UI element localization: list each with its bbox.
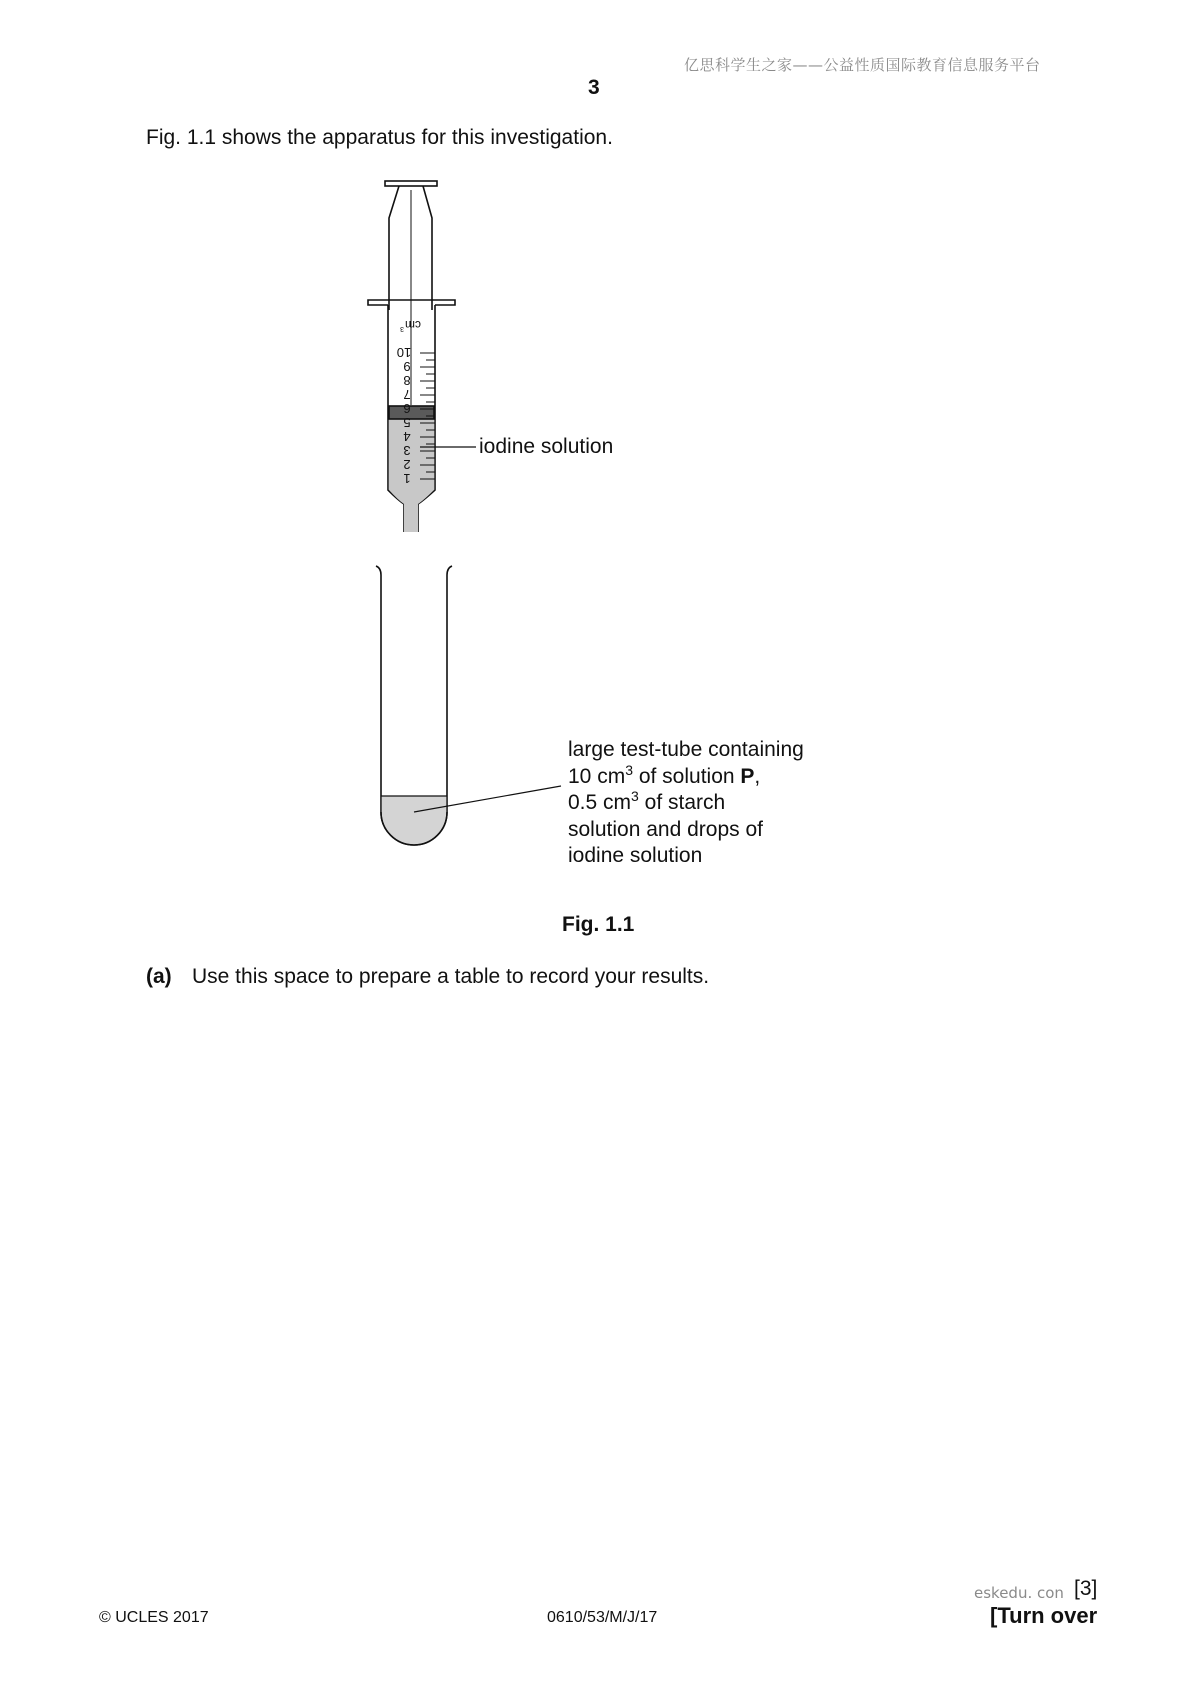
turn-over-label: [Turn over (990, 1603, 1098, 1628)
scale-number: 6 (403, 401, 411, 416)
scale-number: 5 (403, 415, 411, 430)
syringe-unit: cm (405, 318, 421, 332)
site-watermark: eskedu. con (974, 1584, 1064, 1602)
scale-number: 10 (396, 345, 412, 360)
scale-number: 3 (403, 443, 411, 458)
tube-label-line-4: solution and drops of (568, 817, 763, 841)
test-tube-label (568, 737, 868, 870)
scale-number: 1 (403, 471, 411, 486)
question-a (146, 965, 709, 989)
scale-number: 4 (403, 429, 411, 444)
tube-label-line-5: iodine solution (568, 844, 703, 867)
footer-copyright: © UCLES 2017 (99, 1609, 209, 1626)
figure-caption: Fig. 1.1 (562, 913, 635, 936)
tube-label-line-2: 10 $cm^3$ of solution P, (568, 761, 761, 788)
syringe-unit-power: 3 (400, 325, 404, 332)
scale-number: 7 (403, 387, 411, 402)
scale-number: 8 (403, 373, 411, 388)
intro-text: Fig. 1.1 shows the apparatus for this investigation. (146, 126, 613, 149)
iodine-solution-label: iodine solution (479, 435, 614, 458)
iodine-nozzle-liquid (389, 490, 434, 532)
marks-total: [3] (1074, 1577, 1098, 1600)
footer-code: 0610/53/M/J/17 (547, 1609, 658, 1626)
tube-label-line-3: 0.5 $cm^3$ of starch (568, 788, 726, 814)
question-a-label: (a) (146, 965, 172, 988)
plunger-thumb-rest (385, 181, 437, 186)
page-number: 3 (588, 76, 600, 99)
question-a-text: Use this space to prepare a table to record your results. (192, 965, 710, 988)
watermark-text: 亿思科学生之家——公益性质国际教育信息服务平台 (684, 56, 1041, 74)
scale-number: 2 (403, 457, 411, 472)
tube-label-line-1: large test-tube containing (568, 738, 804, 761)
scale-number: 9 (403, 359, 411, 374)
